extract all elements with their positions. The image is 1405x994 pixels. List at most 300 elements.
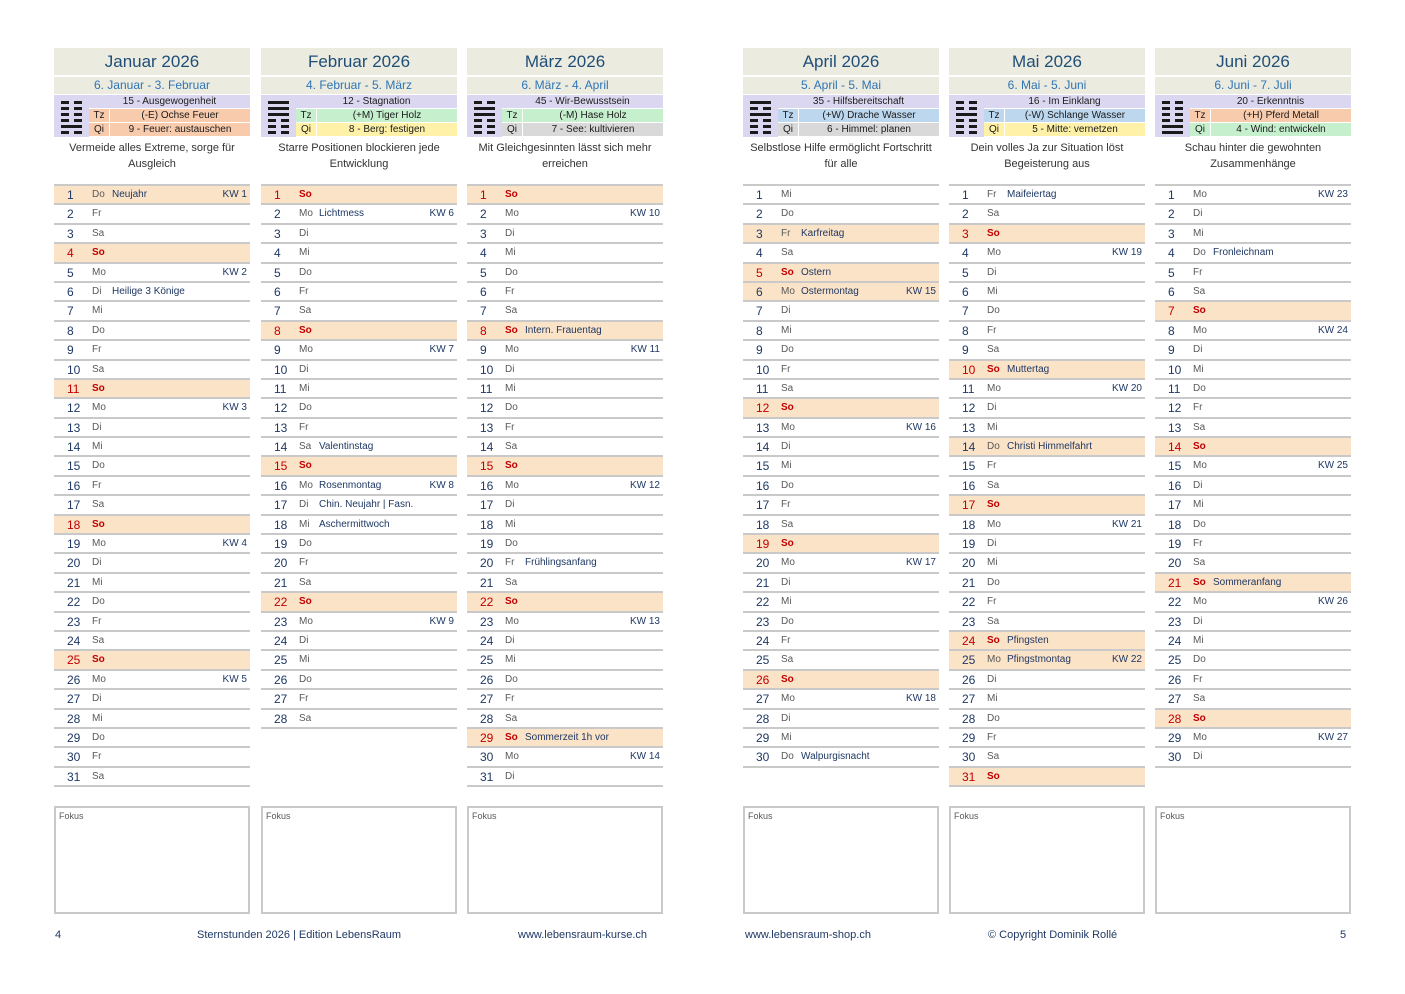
day-row[interactable] [743,399,939,418]
day-row[interactable] [261,457,457,476]
weekday: Mi [1193,227,1204,239]
day-row[interactable] [54,302,250,321]
day-row[interactable] [467,496,663,515]
day-row[interactable] [54,341,250,360]
day-row[interactable] [54,593,250,612]
day-row[interactable] [261,671,457,690]
day-row[interactable] [949,632,1145,651]
hexagram-line [750,125,771,128]
day-row[interactable] [743,225,939,244]
day-row[interactable] [949,205,1145,224]
weekday: So [299,324,312,336]
day-row[interactable] [261,516,457,535]
day-row[interactable] [467,302,663,321]
day-row[interactable] [54,574,250,593]
day-row[interactable] [949,302,1145,321]
day-row[interactable] [467,593,663,612]
day-row[interactable] [1155,264,1351,283]
day-row[interactable] [54,729,250,748]
day-row[interactable] [1155,651,1351,670]
day-row[interactable] [1155,205,1351,224]
day-row[interactable] [949,574,1145,593]
tz-row [89,109,250,122]
day-number: 7 [962,304,969,319]
day-number: 4 [480,246,487,261]
day-row[interactable] [467,457,663,476]
day-row[interactable] [467,690,663,709]
day-row[interactable] [467,225,663,244]
day-row[interactable] [54,671,250,690]
day-row[interactable] [949,399,1145,418]
weekday: Do [987,712,1000,724]
day-row[interactable] [54,283,250,302]
day-row[interactable] [1155,690,1351,709]
day-row[interactable] [54,516,250,535]
day-row[interactable] [1155,380,1351,399]
week-number: KW 10 [629,208,660,220]
hexagram-line [268,131,289,134]
day-row[interactable] [1155,399,1351,418]
fokus-box[interactable] [261,806,457,914]
hexagram-line [61,125,82,128]
day-row[interactable] [949,613,1145,632]
day-row[interactable] [54,244,250,263]
day-number: 24 [480,633,494,648]
day-row[interactable] [743,302,939,321]
day-row[interactable] [743,244,939,263]
day-row[interactable] [261,380,457,399]
day-row[interactable] [467,399,663,418]
weekday: Di [987,402,997,414]
day-number: 12 [756,401,770,416]
day-number: 24 [274,633,288,648]
day-number: 9 [274,343,281,358]
weekday: Sa [1193,421,1206,433]
day-row[interactable] [1155,516,1351,535]
day-row[interactable] [1155,438,1351,457]
day-row[interactable] [743,554,939,573]
weekday: Fr [505,693,515,705]
week-number: KW 21 [1111,518,1142,530]
day-row[interactable] [467,361,663,380]
fokus-box[interactable] [467,806,663,914]
day-row[interactable] [1155,302,1351,321]
day-row[interactable] [743,438,939,457]
weekday: Mo [987,654,1001,666]
day-number: 13 [480,420,494,435]
day-row[interactable] [54,264,250,283]
day-row[interactable] [1155,729,1351,748]
day-row[interactable] [467,632,663,651]
weekday: Mo [1193,460,1207,472]
day-number: 16 [962,478,976,493]
day-row[interactable] [743,283,939,302]
day-row[interactable] [54,651,250,670]
day-row[interactable] [1155,632,1351,651]
day-row[interactable] [1155,322,1351,341]
day-row[interactable] [743,184,939,205]
day-row[interactable] [743,710,939,729]
day-row[interactable] [54,399,250,418]
weekday: Sa [299,576,312,588]
day-row[interactable] [261,225,457,244]
tz-label: Tz [778,109,798,122]
hexagram-line [474,113,495,116]
day-number: 23 [67,614,81,629]
day-number: 15 [1168,459,1182,474]
day-row[interactable] [949,264,1145,283]
day-row[interactable] [54,632,250,651]
weekday: Do [299,673,312,685]
day-row[interactable] [261,361,457,380]
day-row[interactable] [467,613,663,632]
day-row[interactable] [1155,748,1351,767]
day-row[interactable] [261,496,457,515]
day-row[interactable] [949,516,1145,535]
day-row[interactable] [467,184,663,205]
day-event: Chin. Neujahr | Fasn. [319,499,414,511]
url-left-link[interactable]: www.lebensraum-kurse.ch [518,929,647,941]
hexagram-line [1162,107,1183,110]
day-row[interactable] [467,729,663,748]
weekday: Mi [781,596,792,608]
weekday: Mo [299,615,313,627]
day-row[interactable] [1155,283,1351,302]
hexagram-line [61,119,82,122]
weekday: Mi [92,712,103,724]
month-motto: Vermeide alles Extreme, sorge für Ausgleich [69,142,235,170]
day-row[interactable] [949,341,1145,360]
day-row[interactable] [467,768,663,787]
weekday: Mo [1193,324,1207,336]
day-number: 11 [756,381,769,396]
fokus-box[interactable] [949,806,1145,914]
day-row[interactable] [261,205,457,224]
weekday: Fr [781,634,791,646]
day-row[interactable] [467,438,663,457]
day-number: 29 [756,730,770,745]
month-motto: Schau hinter die gewohnten Zusammenhänge [1184,142,1322,170]
weekday: Mi [299,518,310,530]
day-row[interactable] [949,671,1145,690]
day-row[interactable] [949,690,1145,709]
tz-row [778,109,939,122]
qi-row [502,123,663,136]
day-row[interactable] [467,322,663,341]
day-row[interactable] [261,651,457,670]
day-row[interactable] [467,477,663,496]
day-row[interactable] [261,438,457,457]
day-row[interactable] [743,729,939,748]
day-number: 17 [480,498,494,513]
day-row[interactable] [467,516,663,535]
day-row[interactable] [949,322,1145,341]
day-row[interactable] [1155,477,1351,496]
day-number: 17 [67,498,81,513]
fokus-box[interactable] [743,806,939,914]
weekday: So [92,518,105,530]
day-row[interactable] [949,768,1145,787]
day-number: 1 [962,188,969,202]
month-header [467,48,663,176]
day-row[interactable] [467,554,663,573]
day-row[interactable] [467,244,663,263]
month-title: Juni 2026 [1155,48,1351,75]
day-number: 10 [756,362,770,377]
day-row[interactable] [261,184,457,205]
qi-value: 4 - Wind: entwickeln [1211,123,1351,136]
week-number: KW 5 [222,673,247,685]
day-row[interactable] [949,554,1145,573]
day-row[interactable] [54,613,250,632]
weekday: Do [92,460,105,472]
hexagram-block [949,95,1145,137]
day-row[interactable] [261,322,457,341]
day-number: 22 [962,595,976,610]
day-row[interactable] [54,496,250,515]
day-row[interactable] [261,419,457,438]
day-row[interactable] [743,419,939,438]
weekday: Do [505,538,518,550]
day-row[interactable] [743,748,939,767]
day-row[interactable] [467,748,663,767]
day-row[interactable] [743,535,939,554]
day-row[interactable] [743,477,939,496]
day-row[interactable] [1155,361,1351,380]
day-row[interactable] [467,710,663,729]
day-row[interactable] [261,574,457,593]
day-row[interactable] [261,302,457,321]
day-number: 16 [1168,478,1182,493]
day-row[interactable] [743,205,939,224]
day-row[interactable] [1155,613,1351,632]
day-number: 3 [67,226,74,241]
weekday: Di [987,538,997,550]
day-number: 18 [480,517,494,532]
day-row[interactable] [949,651,1145,670]
day-row[interactable] [1155,554,1351,573]
day-row[interactable] [261,554,457,573]
hexagram-line [956,107,977,110]
day-row[interactable] [743,361,939,380]
week-number: KW 23 [1317,189,1348,200]
day-row[interactable] [467,341,663,360]
day-row[interactable] [1155,710,1351,729]
weekday: Mo [505,479,519,491]
fokus-box[interactable] [54,806,250,914]
month-title: April 2026 [743,48,939,75]
day-row[interactable] [1155,593,1351,612]
day-row[interactable] [949,380,1145,399]
day-row[interactable] [949,244,1145,263]
day-row[interactable] [54,380,250,399]
day-row[interactable] [54,322,250,341]
week-number: KW 1 [222,189,247,200]
day-row[interactable] [1155,225,1351,244]
day-number: 17 [274,498,288,513]
day-row[interactable] [743,671,939,690]
hexagram-icon [54,95,89,137]
day-row[interactable] [949,710,1145,729]
day-row[interactable] [1155,244,1351,263]
weekday: So [505,460,518,472]
day-row[interactable] [743,516,939,535]
day-row[interactable] [261,535,457,554]
fokus-box[interactable] [1155,806,1351,914]
day-row[interactable] [261,710,457,729]
day-row[interactable] [54,748,250,767]
hexagram-icon [743,95,778,137]
weekday: Fr [92,615,102,627]
day-row[interactable] [261,341,457,360]
day-row[interactable] [467,380,663,399]
day-row[interactable] [54,457,250,476]
day-row[interactable] [949,438,1145,457]
day-row[interactable] [54,535,250,554]
day-row[interactable] [743,457,939,476]
day-number: 28 [756,711,770,726]
day-row[interactable] [467,535,663,554]
url-right-link[interactable]: www.lebensraum-shop.ch [745,929,871,941]
day-row[interactable] [743,322,939,341]
day-row[interactable] [743,632,939,651]
day-row[interactable] [261,399,457,418]
day-row[interactable] [743,380,939,399]
day-row[interactable] [949,225,1145,244]
day-row[interactable] [54,361,250,380]
day-number: 1 [67,188,74,202]
day-row[interactable] [1155,419,1351,438]
day-row[interactable] [743,496,939,515]
month-header [261,48,457,176]
day-row[interactable] [467,205,663,224]
day-row[interactable] [54,477,250,496]
hexagram-name: 15 - Ausgewogenheit [89,95,250,108]
day-row[interactable] [54,768,250,787]
day-row[interactable] [949,283,1145,302]
day-number: 14 [1168,440,1182,455]
day-number: 5 [962,265,969,280]
day-row[interactable] [949,361,1145,380]
day-number: 15 [274,459,288,474]
day-number: 29 [480,730,494,745]
day-number: 25 [480,653,494,668]
day-number: 13 [962,420,976,435]
weekday: Mo [781,421,795,433]
day-row[interactable] [261,690,457,709]
hexagram-line [1162,125,1183,128]
weekday: Mo [505,751,519,763]
day-row[interactable] [54,225,250,244]
day-row[interactable] [1155,184,1351,205]
day-row[interactable] [261,283,457,302]
day-row[interactable] [467,283,663,302]
weekday: Do [1193,654,1206,666]
day-number: 20 [962,556,976,571]
day-row[interactable] [54,205,250,224]
day-number: 23 [480,614,494,629]
day-row[interactable] [743,593,939,612]
day-row[interactable] [743,651,939,670]
weekday: Mi [781,460,792,472]
day-row[interactable] [949,748,1145,767]
day-row[interactable] [949,729,1145,748]
day-row[interactable] [467,651,663,670]
day-number: 20 [67,556,81,571]
weekday: Fr [781,499,791,511]
day-event: Pfingsten [1007,634,1049,646]
day-row[interactable] [1155,535,1351,554]
day-row[interactable] [467,264,663,283]
day-number: 25 [962,653,976,668]
day-row[interactable] [949,496,1145,515]
week-number: KW 3 [222,402,247,414]
day-row[interactable] [54,419,250,438]
weekday: Fr [781,363,791,375]
week-number: KW 18 [905,693,936,705]
tz-row [984,109,1145,122]
day-row[interactable] [743,613,939,632]
day-number: 15 [962,459,976,474]
day-row[interactable] [261,477,457,496]
day-row[interactable] [54,554,250,573]
day-row[interactable] [949,457,1145,476]
day-row[interactable] [54,710,250,729]
day-row[interactable] [949,184,1145,205]
day-row[interactable] [54,438,250,457]
day-row[interactable] [1155,341,1351,360]
day-row[interactable] [949,419,1145,438]
day-number: 26 [67,672,81,687]
day-number: 12 [274,401,288,416]
day-number: 30 [67,750,81,765]
weekday: Do [1193,382,1206,394]
day-row[interactable] [743,341,939,360]
weekday: Mi [781,189,792,200]
day-row[interactable] [949,593,1145,612]
day-row[interactable] [261,593,457,612]
day-row[interactable] [261,613,457,632]
day-row[interactable] [949,477,1145,496]
day-row[interactable] [949,535,1145,554]
day-row[interactable] [1155,671,1351,690]
weekday: Fr [505,285,515,297]
day-row[interactable] [467,671,663,690]
day-row[interactable] [261,264,457,283]
day-row[interactable] [261,632,457,651]
day-row[interactable] [743,264,939,283]
day-number: 6 [1168,284,1175,299]
day-row[interactable] [1155,496,1351,515]
day-row[interactable] [743,574,939,593]
hexagram-line [474,125,495,128]
day-row[interactable] [54,690,250,709]
hexagram-icon [261,95,296,137]
day-row[interactable] [743,690,939,709]
day-number: 10 [1168,362,1182,377]
day-row[interactable] [261,244,457,263]
hexagram-icon [1155,95,1190,137]
weekday: Mo [92,673,106,685]
day-row[interactable] [467,419,663,438]
day-row[interactable] [1155,457,1351,476]
weekday: Di [987,673,997,685]
day-row[interactable] [1155,574,1351,593]
weekday: Do [505,673,518,685]
day-row[interactable] [54,184,250,205]
day-row[interactable] [467,574,663,593]
hexagram-line [1162,131,1183,134]
